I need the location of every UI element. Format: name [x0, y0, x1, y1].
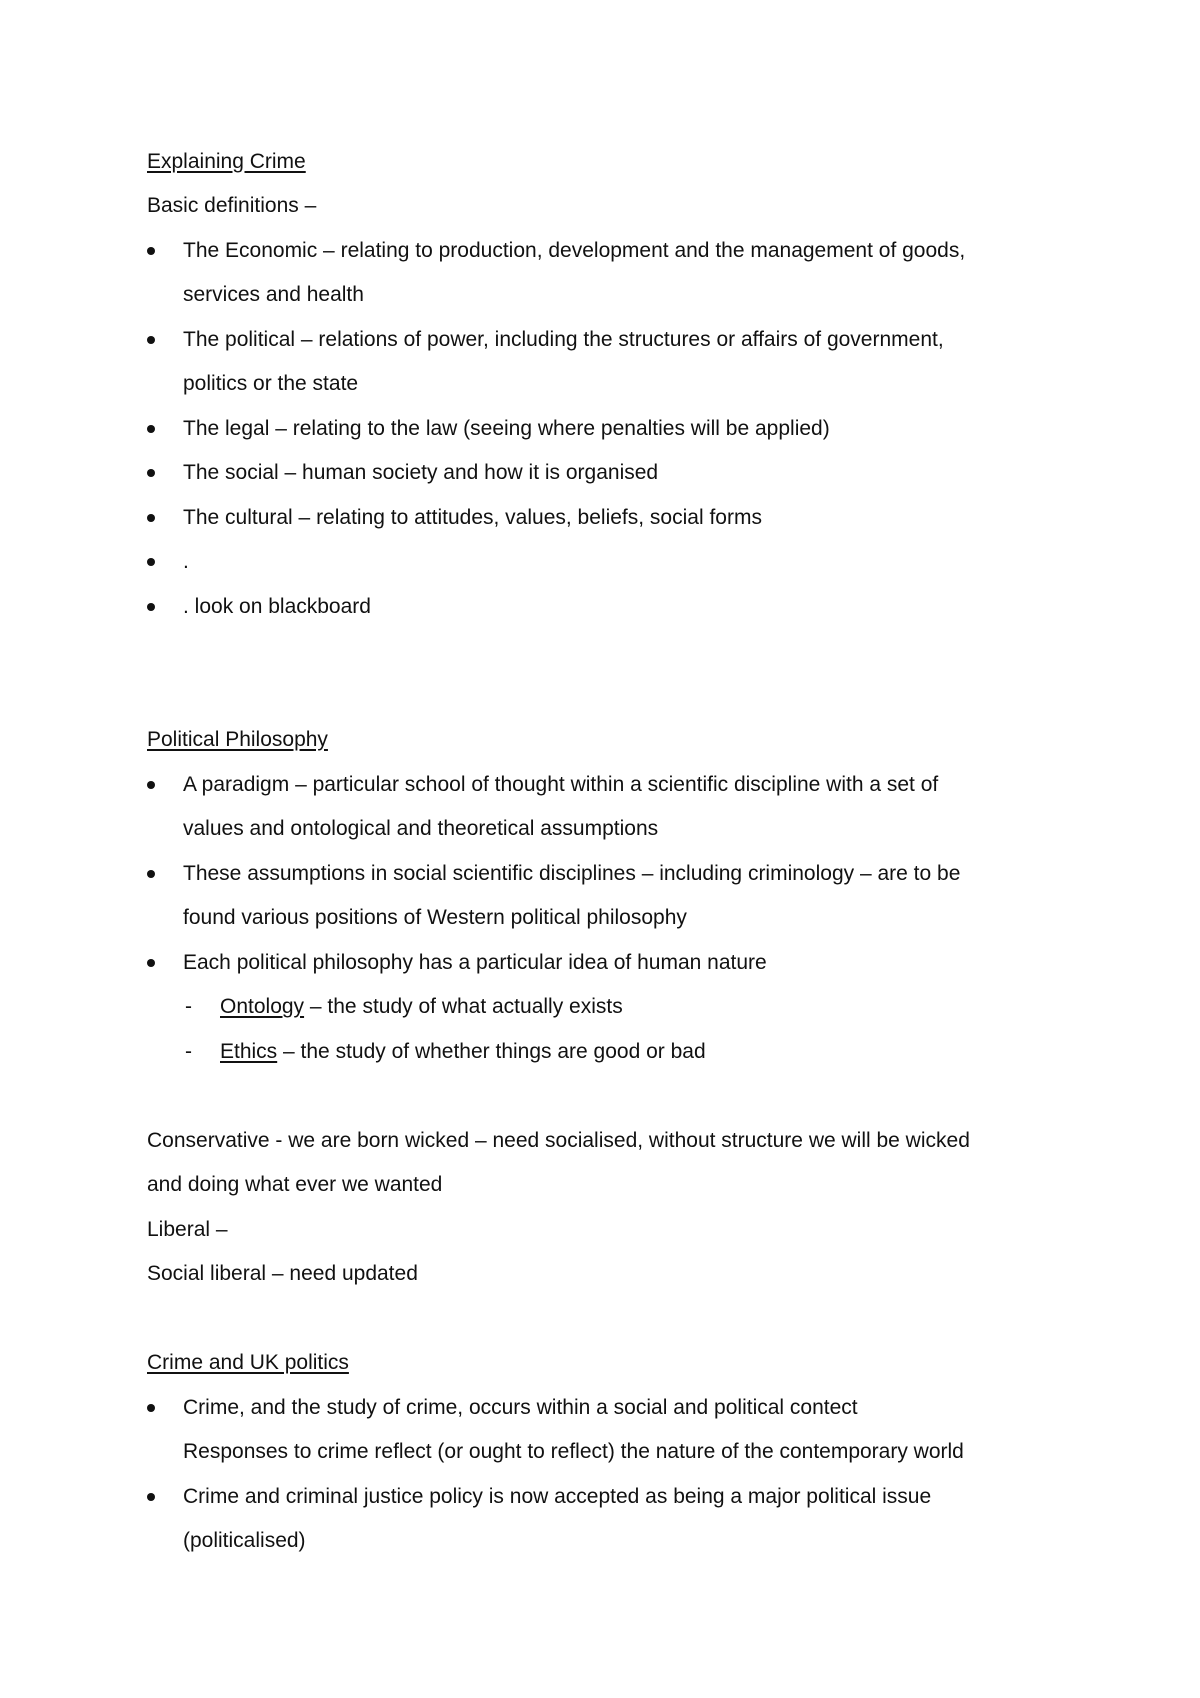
paragraph-conservative-cont: and doing what ever we wanted [147, 1173, 443, 1196]
list-item-continuation: politics or the state [183, 372, 359, 395]
list-item-text: A paradigm – particular school of thought within a scientific discipline with a set of [183, 773, 939, 796]
sub-list-item-text [220, 994, 623, 1020]
paragraph-social-liberal: Social liberal – need updated [147, 1262, 418, 1285]
bullet-icon [147, 959, 155, 967]
bullet-icon [147, 781, 155, 789]
bullet-icon [147, 1404, 155, 1412]
bullet-icon [147, 336, 155, 344]
paragraph-liberal: Liberal – [147, 1218, 228, 1241]
list-item-text: The social – human society and how it is organised [183, 461, 659, 484]
bullet-icon [147, 425, 155, 433]
list-item-continuation: services and health [183, 283, 364, 306]
list-item-text: Crime, and the study of crime, occurs within a social and political contect [183, 1396, 858, 1419]
bullet-icon [147, 558, 155, 566]
term-ethics: Ethics [220, 1040, 278, 1063]
heading-political-philosophy: Political Philosophy [147, 728, 328, 751]
list-item-text: . [183, 550, 189, 573]
bullet-icon [147, 514, 155, 522]
bullet-icon [147, 247, 155, 255]
list-item-continuation: Responses to crime reflect (or ought to reflect) the nature of the contemporary world [183, 1440, 964, 1463]
bullet-icon [147, 469, 155, 477]
paragraph-conservative: Conservative - we are born wicked – need socialised, without structure we will be wicked [147, 1129, 970, 1152]
term-ontology: Ontology [220, 995, 305, 1018]
term-definition: – the study of whether things are good or bad [277, 1040, 706, 1063]
list-item-text: The Economic – relating to production, development and the management of goods, [183, 239, 966, 262]
dash-marker: - [185, 1040, 192, 1063]
heading-crime-uk-politics: Crime and UK politics [147, 1351, 349, 1374]
bullet-icon [147, 1493, 155, 1501]
list-item-continuation: values and ontological and theoretical assumptions [183, 817, 659, 840]
list-item-text: The legal – relating to the law (seeing where penalties will be applied) [183, 417, 830, 440]
basic-definitions-intro: Basic definitions – [147, 194, 317, 217]
list-item-text: These assumptions in social scientific disciplines – including criminology – are to be [183, 862, 961, 885]
list-item-text: Crime and criminal justice policy is now accepted as being a major political issue [183, 1485, 932, 1508]
list-item-text: . look on blackboard [183, 595, 371, 618]
term-definition: – the study of what actually exists [304, 995, 623, 1018]
sub-list-item-text [220, 1039, 706, 1065]
dash-marker: - [185, 995, 192, 1018]
list-item-text: Each political philosophy has a particular idea of human nature [183, 951, 767, 974]
list-item-text: The political – relations of power, including the structures or affairs of government, [183, 328, 944, 351]
list-item-continuation: found various positions of Western political philosophy [183, 906, 687, 929]
bullet-icon [147, 603, 155, 611]
heading-explaining-crime: Explaining Crime [147, 150, 306, 173]
list-item-text: The cultural – relating to attitudes, values, beliefs, social forms [183, 506, 762, 529]
bullet-icon [147, 870, 155, 878]
list-item-continuation: (politicalised) [183, 1529, 306, 1552]
